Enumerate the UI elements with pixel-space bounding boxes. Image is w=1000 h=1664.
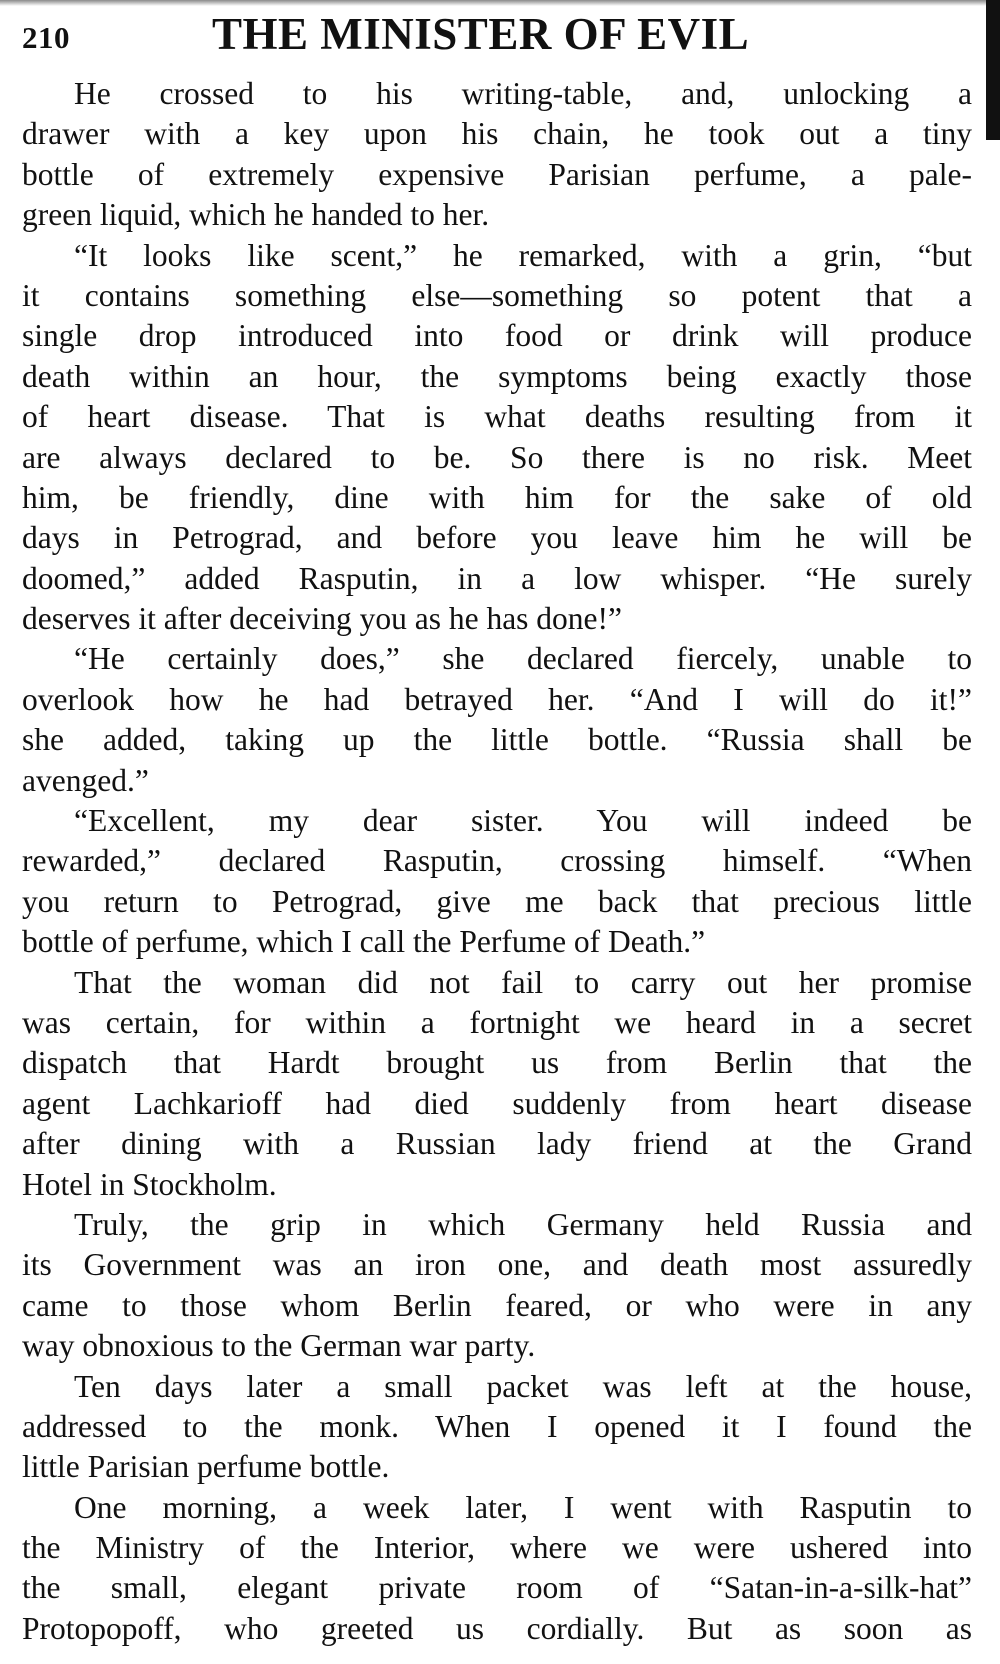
text-line: bottle of extremely expensive Parisian perfume, a pale- bbox=[22, 156, 972, 192]
text-line: way obnoxious to the German war party. bbox=[22, 1328, 536, 1364]
text-line: “He certainly does,” she declared fiercely, unable to bbox=[74, 641, 972, 677]
text-line: That the woman did not fail to carry out her promise bbox=[74, 964, 972, 1000]
text-line: single drop introduced into food or drink will produce bbox=[22, 318, 972, 354]
body-text bbox=[22, 74, 972, 1649]
paragraph bbox=[22, 74, 972, 236]
text-line: she added, taking up the little bottle. “Russia shall be bbox=[22, 722, 972, 758]
paragraph bbox=[22, 801, 972, 963]
paragraph bbox=[22, 963, 972, 1205]
running-title: THE MINISTER OF EVIL bbox=[212, 9, 750, 59]
page-number: 210 bbox=[22, 20, 70, 55]
text-line: Ten days later a small packet was left at the house, bbox=[74, 1368, 972, 1404]
text-line: bottle of perfume, which I call the Perfume of Death.” bbox=[22, 924, 706, 960]
page-header bbox=[22, 6, 972, 58]
text-line: addressed to the monk. When I opened it I found the bbox=[22, 1408, 972, 1444]
text-line: days in Petrograd, and before you leave him he will be bbox=[22, 520, 972, 556]
text-line: avenged.” bbox=[22, 762, 149, 798]
text-line: doomed,” added Rasputin, in a low whisper. “He surely bbox=[22, 560, 972, 596]
text-line: the small, elegant private room of “Satan-in-a-silk-hat” bbox=[22, 1570, 972, 1606]
text-line: the Ministry of the Interior, where we were ushered into bbox=[22, 1530, 972, 1566]
text-line: little Parisian perfume bottle. bbox=[22, 1449, 390, 1485]
text-line: drawer with a key upon his chain, he took out a tiny bbox=[22, 116, 972, 152]
text-line: are always declared to be. So there is no risk. Meet bbox=[22, 439, 972, 475]
scan-shadow-right bbox=[986, 0, 1000, 140]
text-line: him, be friendly, dine with him for the sake of old bbox=[22, 479, 972, 515]
text-line: agent Lachkarioff had died suddenly from heart disease bbox=[22, 1085, 972, 1121]
text-line: dispatch that Hardt brought us from Berlin that the bbox=[22, 1045, 972, 1081]
text-line: One morning, a week later, I went with Rasputin to bbox=[74, 1489, 972, 1525]
text-line: came to those whom Berlin feared, or who were in any bbox=[22, 1287, 972, 1323]
text-line: its Government was an iron one, and death most assuredly bbox=[22, 1247, 972, 1283]
text-line: of heart disease. That is what deaths resulting from it bbox=[22, 399, 972, 435]
text-line: “Excellent, my dear sister. You will indeed be bbox=[74, 803, 972, 839]
text-line: rewarded,” declared Rasputin, crossing himself. “When bbox=[22, 843, 972, 879]
paragraph bbox=[22, 1367, 972, 1488]
text-line: Protopopoff, who greeted us cordially. But as soon as bbox=[22, 1610, 972, 1646]
text-line: Hotel in Stockholm. bbox=[22, 1166, 277, 1202]
text-line: it contains something else—something so potent that a bbox=[22, 277, 972, 313]
paragraph bbox=[22, 1488, 972, 1650]
text-line: you return to Petrograd, give me back that precious little bbox=[22, 883, 972, 919]
text-line: death within an hour, the symptoms being exactly those bbox=[22, 358, 972, 394]
text-line: overlook how he had betrayed her. “And I will do it!” bbox=[22, 681, 972, 717]
paragraph bbox=[22, 639, 972, 801]
text-line: Truly, the grip in which Germany held Russia and bbox=[74, 1206, 972, 1242]
text-line: deserves it after deceiving you as he has done!” bbox=[22, 601, 623, 637]
text-line: after dining with a Russian lady friend at the Grand bbox=[22, 1126, 972, 1162]
paragraph bbox=[22, 1205, 972, 1367]
paragraph bbox=[22, 236, 972, 640]
text-line: “It looks like scent,” he remarked, with a grin, “but bbox=[74, 237, 972, 273]
text-line: He crossed to his writing-table, and, unlocking a bbox=[74, 76, 972, 111]
text-line: green liquid, which he handed to her. bbox=[22, 197, 490, 233]
text-line: was certain, for within a fortnight we heard in a secret bbox=[22, 1004, 972, 1040]
